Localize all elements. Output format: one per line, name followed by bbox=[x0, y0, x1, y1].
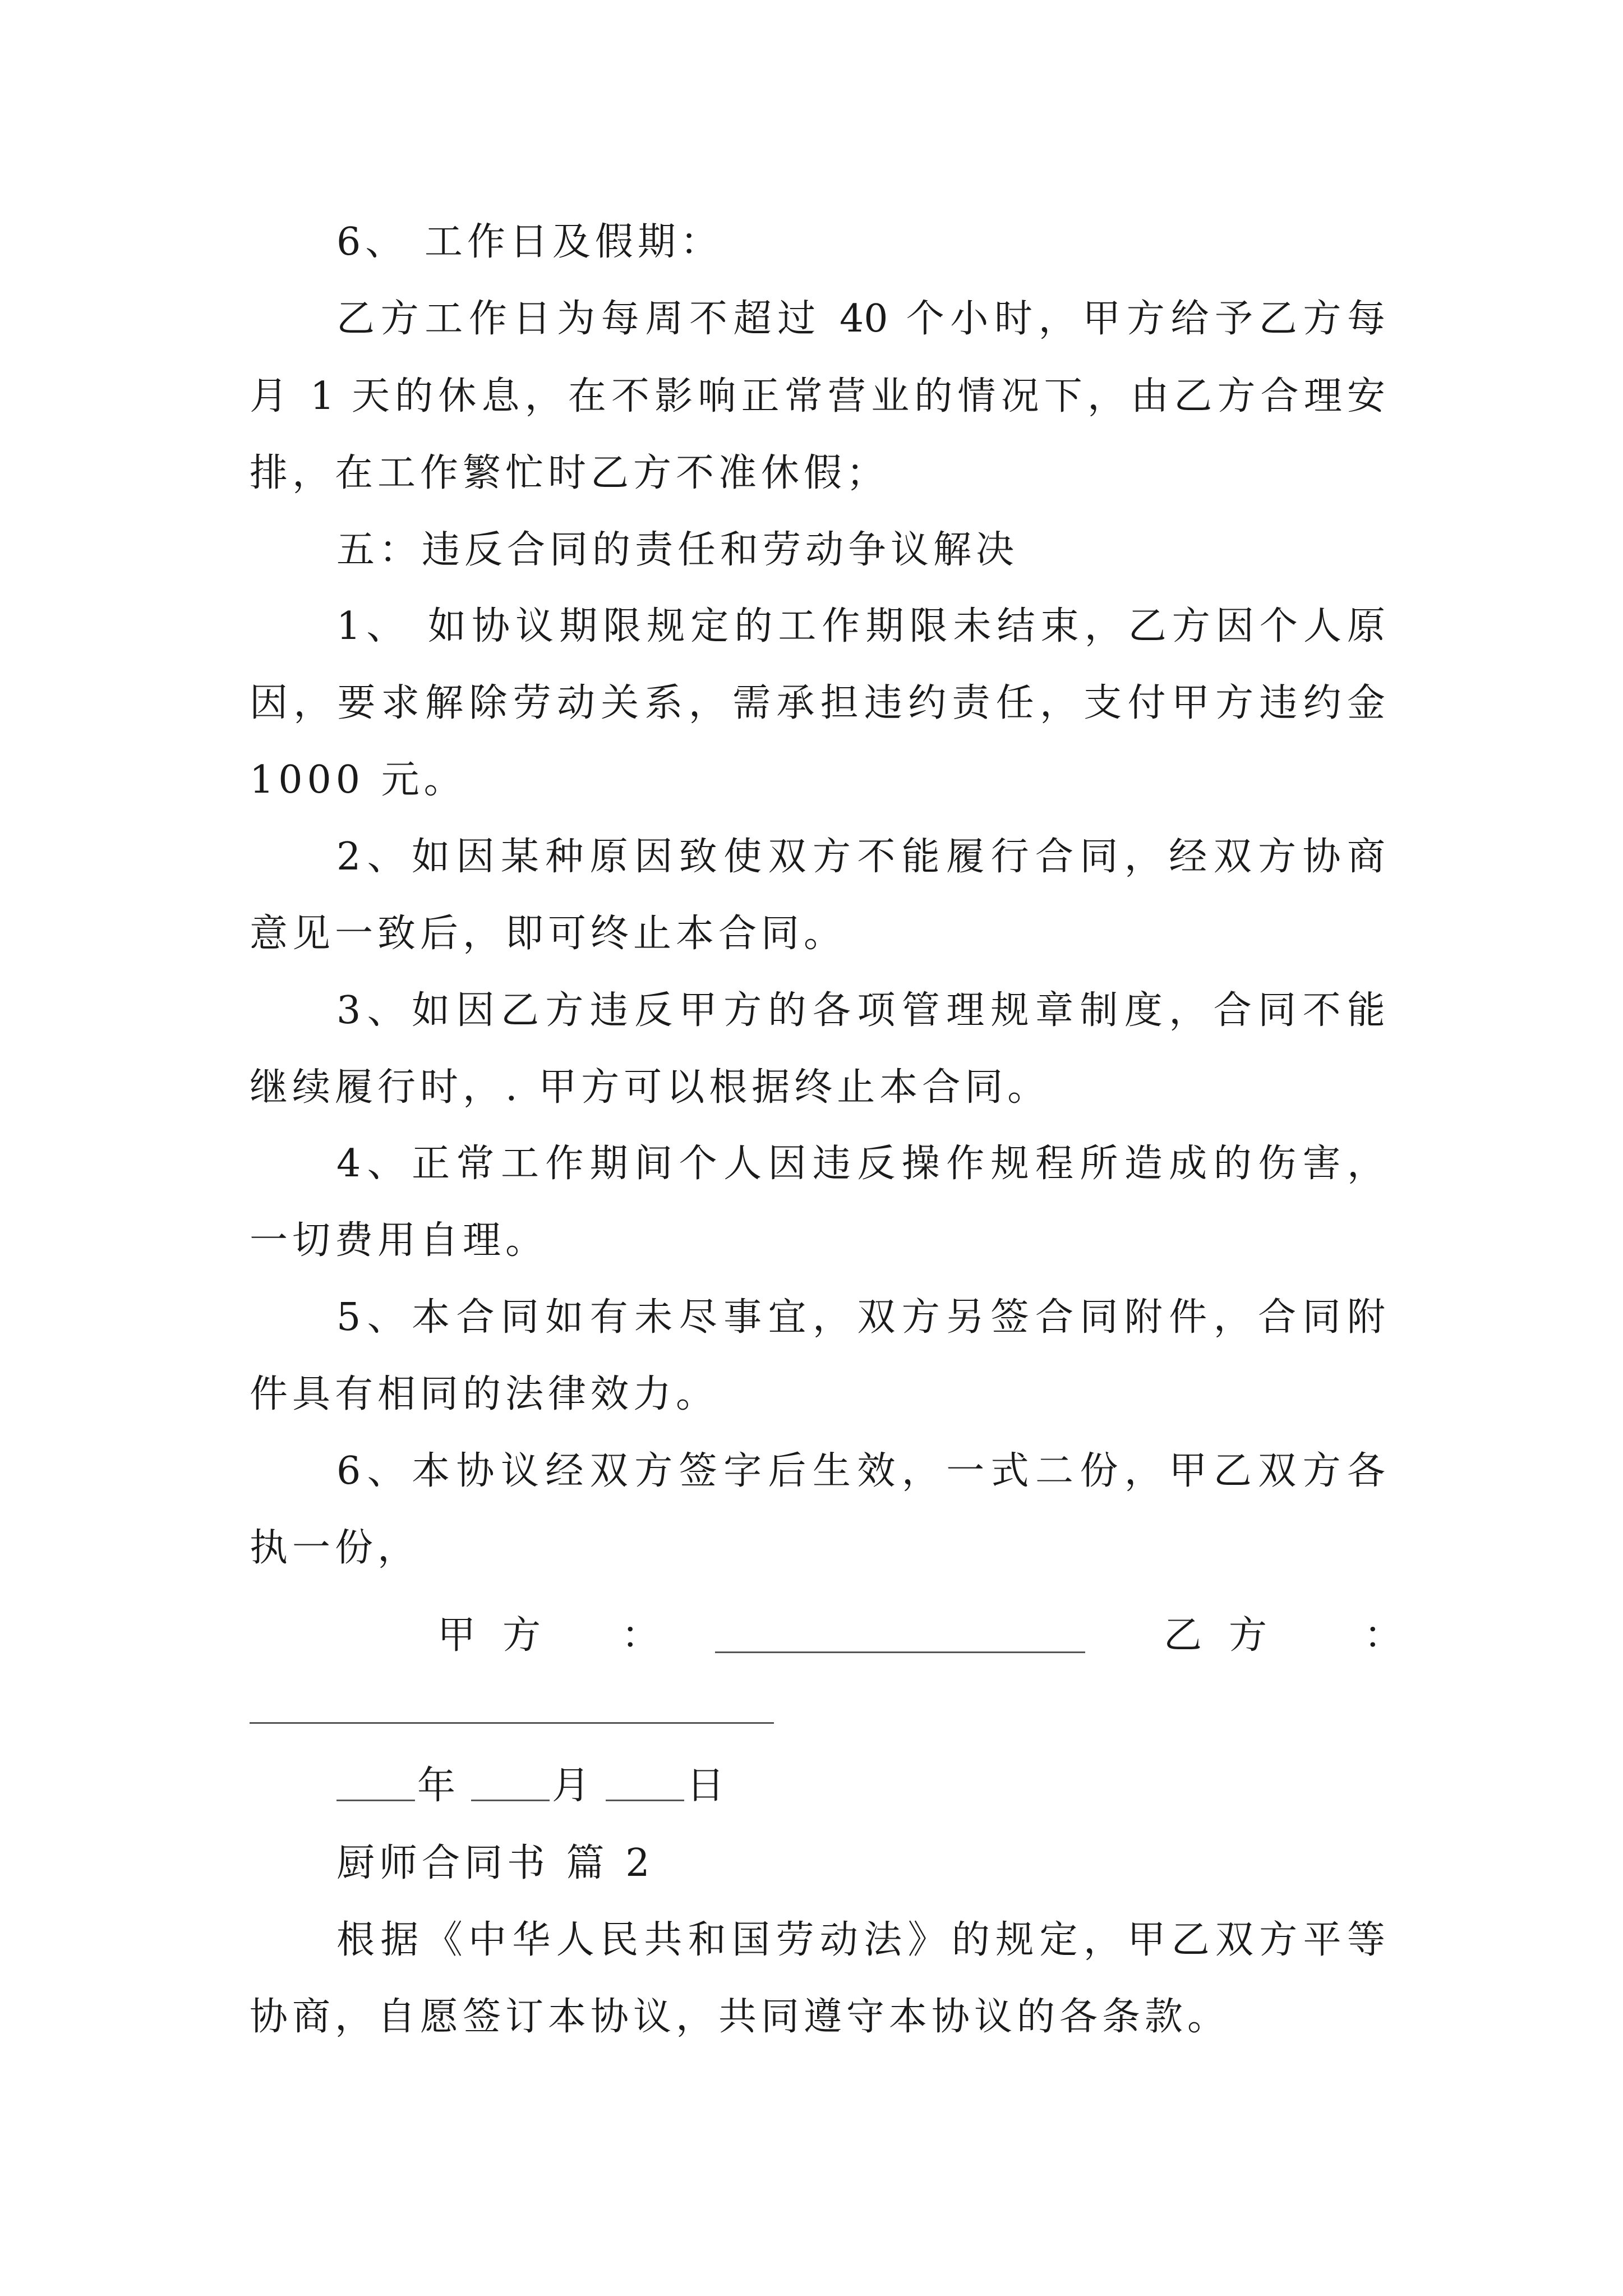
paragraph-line: 根据《中华人民共和国劳动法》的规定，甲乙双方平等 bbox=[336, 1918, 1385, 1962]
day-blank bbox=[606, 1767, 684, 1801]
paragraph-line: 5、本合同如有未尽事宜，双方另签合同附件，合同附 bbox=[336, 1295, 1385, 1340]
paragraph-line: 意见一致后，即可终止本合同。 bbox=[250, 912, 847, 956]
paragraph-line: 1000 元。 bbox=[250, 758, 467, 802]
date-line bbox=[336, 1764, 740, 1812]
party-b-label: 乙方 bbox=[1164, 1613, 1294, 1658]
party-a-signature-line bbox=[715, 1651, 1085, 1653]
month-label: 月 bbox=[552, 1764, 595, 1808]
signature-row bbox=[0, 1613, 1623, 1662]
paragraph-line: 件具有相同的法律效力。 bbox=[250, 1372, 719, 1416]
contract-heading: 厨师合同书 篇 2 bbox=[336, 1841, 654, 1885]
paragraph-line: 一切费用自理。 bbox=[250, 1218, 548, 1263]
paragraph-line: 因，要求解除劳动关系，需承担违约责任，支付甲方违约金 bbox=[250, 681, 1385, 725]
paragraph-line: 排，在工作繁忙时乙方不准休假； bbox=[250, 451, 889, 495]
year-label: 年 bbox=[417, 1764, 460, 1808]
paragraph-line: 6、本协议经双方签字后生效，一式二份，甲乙双方各 bbox=[336, 1449, 1385, 1493]
month-blank bbox=[471, 1767, 550, 1801]
paragraph-line: 4、正常工作期间个人因违反操作规程所造成的伤害， bbox=[336, 1142, 1385, 1186]
year-blank bbox=[336, 1767, 415, 1801]
paragraph-line: 2、如因某种原因致使双方不能履行合同，经双方协商 bbox=[336, 835, 1385, 879]
paragraph-line: 1、 如协议期限规定的工作期限未结束，乙方因个人原 bbox=[336, 604, 1385, 648]
party-a-colon: ： bbox=[621, 1613, 665, 1658]
paragraph-line: 3、如因乙方违反甲方的各项管理规章制度，合同不能 bbox=[336, 988, 1385, 1033]
party-b-signature-line bbox=[250, 1722, 774, 1724]
paragraph-line: 继续履行时，. 甲方可以根据终止本合同。 bbox=[250, 1065, 1050, 1110]
clause-title-workdays: 6、 工作日及假期： bbox=[336, 220, 723, 264]
paragraph-line: 月 1 天的休息，在不影响正常营业的情况下，由乙方合理安 bbox=[250, 374, 1385, 418]
section-heading-breach: 五：违反合同的责任和劳动争议解决 bbox=[336, 528, 1019, 572]
paragraph-line: 协商，自愿签订本协议，共同遵守本协议的各条款。 bbox=[250, 1995, 1230, 2039]
paragraph-line: 乙方工作日为每周不超过 40 个小时，甲方给予乙方每 bbox=[336, 297, 1385, 341]
party-b-colon: ： bbox=[1364, 1613, 1407, 1658]
paragraph-line: 执一份， bbox=[250, 1526, 421, 1570]
day-label: 日 bbox=[686, 1764, 730, 1808]
party-a-label: 甲方 bbox=[437, 1613, 568, 1658]
